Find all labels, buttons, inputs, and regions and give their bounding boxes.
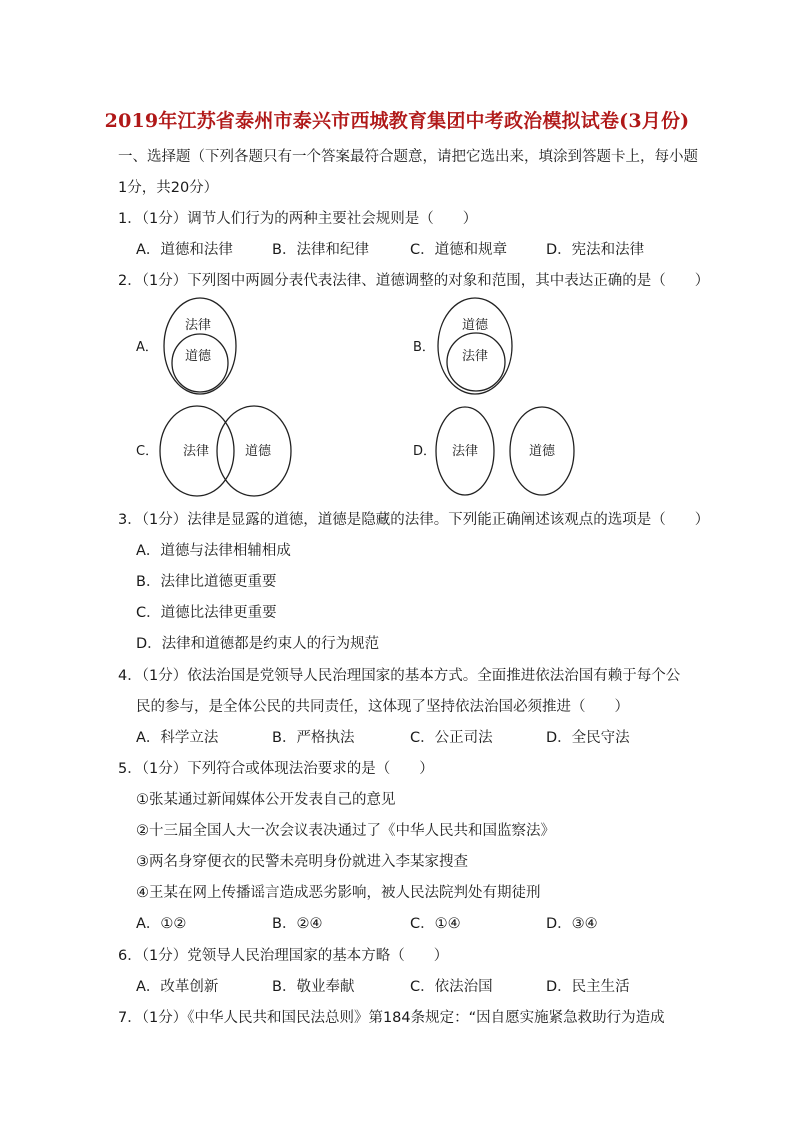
- q1-option-c: C．道德和规章: [410, 242, 508, 258]
- q3-option-d: D．法律和道德都是约束人的行为规范: [136, 636, 380, 652]
- q4-option-c: C．公正司法: [410, 730, 493, 746]
- question-1-stem: 1．（1分）调节人们行为的两种主要社会规则是（ ）: [118, 211, 478, 227]
- q2-b-inner-label: 法律: [461, 349, 489, 364]
- q5-statement-1: ①张某通过新闻媒体公开发表自己的意见: [136, 792, 396, 808]
- exam-title: 2019年江苏省泰州市泰兴市西城教育集团中考政治模拟试卷(3月份): [104, 110, 690, 132]
- q3-option-a: A．道德与法律相辅相成: [136, 543, 291, 559]
- q1-option-b: B．法律和纪律: [272, 242, 369, 258]
- q2-a-outer-label: 法律: [184, 318, 212, 333]
- q4-option-b: B．严格执法: [272, 730, 355, 746]
- question-3-stem: 3．（1分）法律是显露的道德，道德是隐藏的法律。下列能正确阐述该观点的选项是（ ）: [118, 512, 710, 528]
- q2-a-inner-label: 道德: [184, 349, 212, 364]
- q2-b-outer-label: 道德: [461, 318, 489, 333]
- q2-d-letter: D．: [413, 444, 437, 459]
- q4-option-a: A．科学立法: [136, 730, 219, 746]
- q2-a-letter: A．: [136, 340, 158, 355]
- q1-option-a: A．道德和法律: [136, 242, 233, 258]
- q6-option-c: C．依法治国: [410, 979, 493, 995]
- q5-option-a: A．①②: [136, 916, 187, 932]
- q2-b-letter: B．: [413, 340, 435, 355]
- q2-c-left-label: 法律: [182, 444, 210, 459]
- q1-option-d: D．宪法和法律: [546, 242, 645, 258]
- q5-option-c: C．①④: [410, 916, 461, 932]
- section-instruction-line1: 一、选择题（下列各题只有一个答案最符合题意，请把它选出来，填涂到答题卡上，每小题: [118, 149, 698, 165]
- question-6-stem: 6．（1分）党领导人民治理国家的基本方略（ ）: [118, 948, 449, 964]
- q2-a-outer-circle: [164, 298, 236, 394]
- question-7-stem: 7．（1分）《中华人民共和国民法总则》第184条规定：“因自愿实施紧急救助行为造成: [118, 1010, 665, 1026]
- q6-option-a: A．改革创新: [136, 979, 219, 995]
- q5-option-d: D．③④: [546, 916, 598, 932]
- question-5-stem: 5．（1分）下列符合或体现法治要求的是（ ）: [118, 761, 434, 777]
- q2-diagram-a: [136, 298, 236, 394]
- q3-option-b: B．法律比道德更重要: [136, 574, 277, 590]
- q2-c-right-label: 道德: [244, 444, 272, 459]
- q2-d-right-label: 道德: [528, 444, 556, 459]
- q5-statement-2: ②十三届全国人大一次会议表决通过了《中华人民共和国监察法》: [136, 823, 555, 839]
- q2-c-letter: C．: [136, 444, 159, 459]
- q5-option-b: B．②④: [272, 916, 323, 932]
- question-2-stem: 2．（1分）下列图中两圆分表代表法律、道德调整的对象和范围，其中表达正确的是（ ）: [118, 273, 710, 289]
- section-instruction-line2: 1分，共20分）: [118, 180, 219, 196]
- q2-diagram-b: [413, 298, 512, 394]
- q6-option-d: D．民主生活: [546, 979, 630, 995]
- q3-option-c: C．道德比法律更重要: [136, 605, 277, 621]
- q2-diagram-d: [413, 407, 574, 495]
- q5-statement-4: ④王某在网上传播谣言造成恶劣影响，被人民法院判处有期徒刑: [136, 885, 541, 901]
- q6-option-b: B．敬业奉献: [272, 979, 355, 995]
- q2-d-left-label: 法律: [451, 444, 479, 459]
- question-4-stem-line1: 4．（1分）依法治国是党领导人民治理国家的基本方式。全面推进依法治国有赖于每个公: [118, 668, 681, 684]
- q4-option-d: D．全民守法: [546, 730, 630, 746]
- question-4-stem-line2: 民的参与，是全体公民的共同责任，这体现了坚持依法治国必须推进（ ）: [136, 699, 629, 715]
- q2-diagram-c: [136, 406, 291, 496]
- q5-statement-3: ③两名身穿便衣的民警未亮明身份就进入李某家搜查: [136, 854, 468, 870]
